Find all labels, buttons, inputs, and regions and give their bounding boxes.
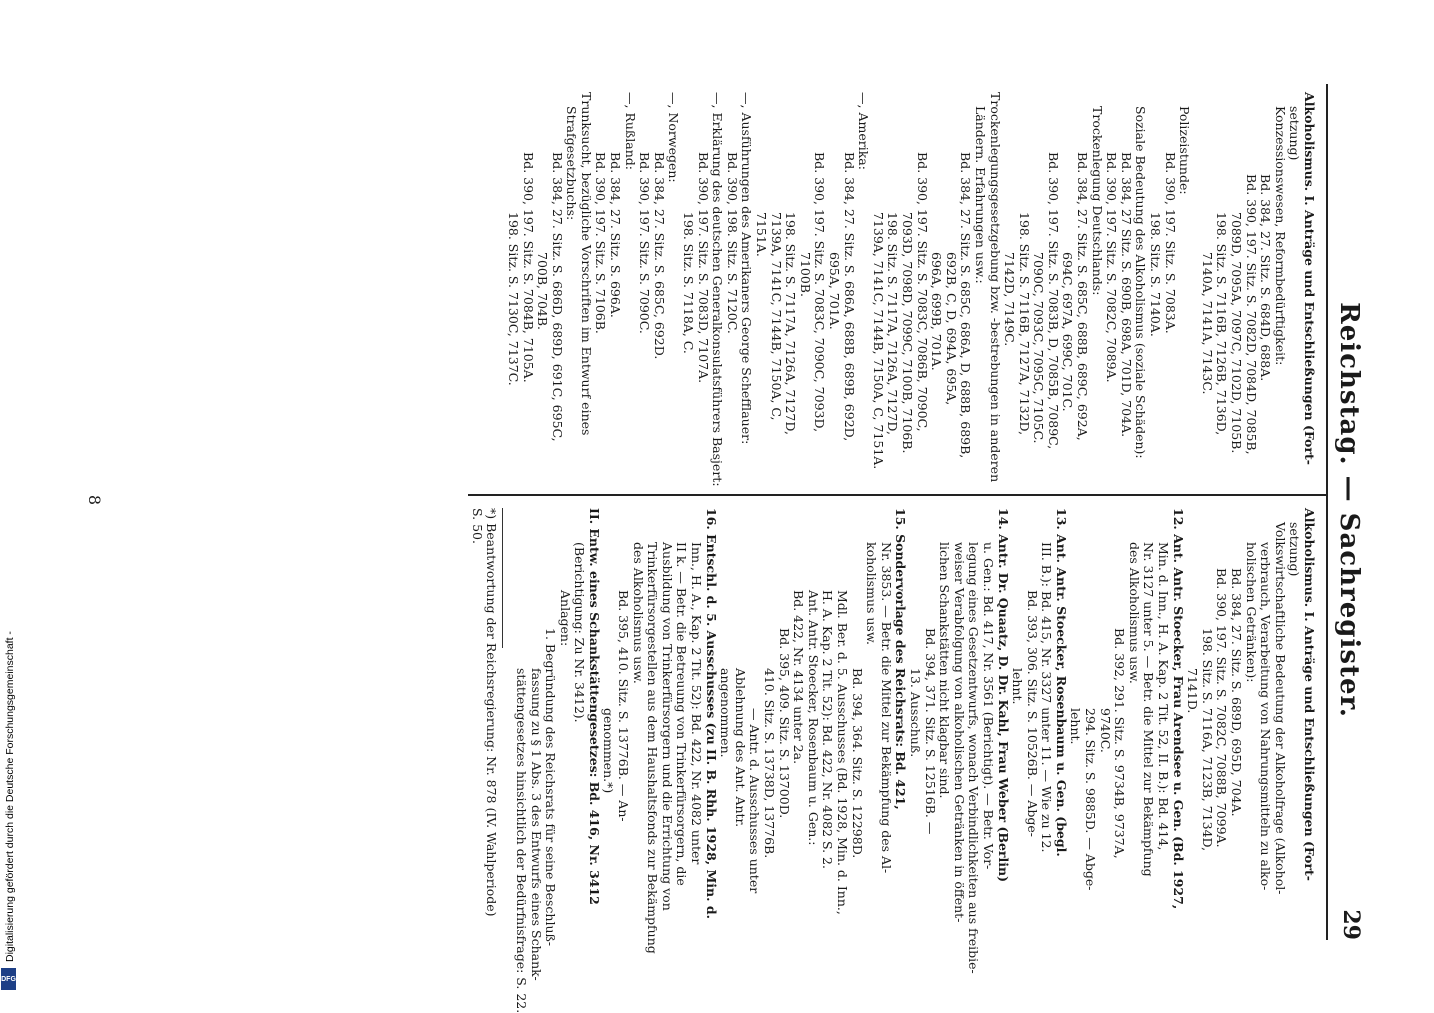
text-line: 7139A, 7141C, 7144B, 7150A, C, 7151A. [870,212,886,470]
text-line: setzung) [1287,106,1303,161]
text-line: Bd. 384, 27. Sitz. S. 696A. [608,152,624,318]
page-number: 29 [1338,909,1364,940]
text-line: Alkoholismus. I. Anträge und Entschließungen (Fort- [1302,508,1317,881]
text-line: Trinkerfürsorgestellen aus dem Haushaltsfonds zur Bekämpfung [645,542,661,954]
text-line: Trunksucht, bezügliche Vorschriften im Entwurf eines [578,92,594,436]
text-line: Bd. 390, 197. Sitz. S. 7083A. [1162,152,1178,334]
text-line: H. A. Kap. 2 Tit. 52): Bd. 422, Nr. 4082 S. 2. [820,590,836,869]
text-line: 198. Sitz. S. 7116B, 7127A, 7132D, [1016,212,1032,436]
text-line: 16. Entschl. d. 5. Ausschusses (zu II. B. Rhh. 1928, Min. d. [703,508,719,919]
text-line: verbrauch, Verarbeitung von Nahrungsmitteln zu alko- [1258,542,1274,891]
text-line: 7100B. [797,252,813,297]
text-line: 695A, 701A. [827,252,842,330]
text-line: Bd. 393, 306. Sitz. S. 10526B. — Abge- [1024,590,1040,837]
text-line: Bd. 384, 27. Sitz. S. 685C, 686A, D, 688B, 689B, [958,152,974,459]
text-line: Bd. 384, 27. Sitz. S. 686D, 689D, 691C, 695C, [549,152,565,442]
text-line: Mdl. Ber. d. 5. Ausschusses (Bd. 1928, Min. d. Inn., [835,590,850,915]
text-line: 13. Ant. Antr. Stoecker, Rosenbaum u. Gen. (begl. [1053,508,1069,857]
text-line: Bd. 390, 197. Sitz. S. 7106B. [593,152,609,334]
text-line: 7151A. [754,212,770,257]
text-line: Volkswirtschaftliche Bedeutung der Alkoholfrage (Alkohol- [1272,522,1288,895]
text-line: Bd. 422, Nr. 4134 unter 2a. [791,590,807,765]
text-line: 7089D, 7095A, 7097C, 7102D, 7105B. [1229,212,1245,454]
text-line: 198. Sitz. S. 7116B, 7126B, 7136D, [1214,212,1230,436]
text-line: III. B.): Bd. 415, Nr. 3327 unter 11. — Wie zu 12. [1039,542,1055,853]
text-line: 7142D, 7149C. [1002,252,1018,347]
text-line: 7140A, 7141A, 7143C. [1199,252,1215,395]
dfg-logo-icon: DFG [1,968,16,990]
text-line: Bd. 390, 197. Sitz. S. 7082C, 7088B, 7099A. [1214,568,1230,848]
text-line: Nr. 3853. — Betr. die Mittel zur Bekämpfung des Al- [878,542,894,874]
text-line: Strafgesetzbuchs: [564,106,580,221]
text-line: 7093D, 7098D, 7099C, 7100B, 7106B. [899,212,915,454]
text-line: Bd. 395, 410. Sitz. S. 13776B. — An- [616,590,632,822]
text-line: Bd. 390, 197. Sitz. S. 7083C, 7090C, 7093D, [812,152,828,433]
text-line: 700B, 704B. [535,252,551,331]
text-line: Bd. 384, 27. Sitz. S. 685C, 688B, 689C, 692A, [1075,152,1091,441]
text-line: II k. — Betr. die Betreuung von Trinkerfürsorgern, die [674,542,690,886]
text-line: (Berichtigung: Zu Nr. 3412). [572,542,588,723]
text-line: Bd. 390, 197. Sitz. S. 7083D, 7107A. [695,152,711,384]
text-line: 696A, 699B, 701A. [929,252,945,371]
text-line: lichen Schankstätten nicht klagbar sind. [937,542,953,799]
text-line: Konzessionswesen, Reformbedürftigkeit: [1272,106,1288,366]
right-column [469,508,1317,1013]
text-line: Bd. 394, 371. Sitz. S. 12516B. — [922,628,938,835]
text-line: 198. Sitz. S. 7118A, C. [681,212,697,354]
text-line: weiser Verabfolgung von alkoholischen Getränken in öffent- [951,542,967,923]
page-title: Reichstag. — Sachregister. [1334,302,1364,718]
text-line: —, Ausführungen des Amerikaners George Schefflauer: [739,92,755,445]
text-line: 294. Sitz. S. 9885D. — Abge- [1083,708,1099,891]
text-line: 198. Sitz. S. 7116A, 7123B, 7134D, [1199,628,1215,852]
text-line: legung eines Gesetzentwurfs, wonach Verbindlichkeiten aus freibie- [966,542,982,974]
column-divider [468,494,1328,496]
text-line: Bd. 384, 27. Sitz. S. 684D, 688A. [1258,174,1274,382]
text-line: 9740C. [1097,708,1113,753]
text-line: Bd. 384, 27. Sitz. S. 685C, 692D. [651,152,667,360]
text-line: Polizeistunde: [1177,106,1193,195]
text-line: holischen Getränken): [1243,542,1259,683]
text-line: 198. Sitz. S. 7117A, 7126A, 7127D, [783,212,799,435]
text-line: II. Entw. eines Schankstättengesetzes: Bd. 416, Nr. 3412 [586,508,602,905]
text-line: —, Norwegen: [666,92,682,183]
digitization-credit [0,0,18,992]
text-line: u. Gen.: Bd. 417, Nr. 3561 (Berichtigt). — Betr. Vor- [980,542,996,870]
text-line: setzung) [1287,522,1303,577]
text-line: 198. Sitz. S. 7140A. [1148,212,1164,337]
page-footer-number: 8 [85,494,104,506]
text-line: 1. Begründung des Reichsrats für seine Beschluß- [543,628,559,947]
text-line: Bd. 390, 197. Sitz. S. 7083B, D, 7085B, 7089C, [1045,152,1061,450]
text-line: Bd. 394, 364. Sitz. S. 12298D. [849,668,865,859]
text-line: angenommen. [718,668,734,758]
text-line: 12. Ant. Antr. Stoecker, Frau Arendsee u. Gen. (Bd. 1927, [1170,508,1186,910]
text-line: Alkoholismus. I. Anträge und Entschließungen (Fort- [1302,92,1317,465]
text-line: Trockenlegung Deutschlands: [1089,106,1105,296]
text-line: 14. Antr. Dr. Quaatz, D. Dr. Kahl, Frau Weber (Berlin) [995,508,1011,883]
text-line: Bd. 392, 291. Sitz. S. 9734B, 9737A, [1112,628,1128,859]
text-line: Ant. Antr. Stoecker, Rosenbaum u. Gen.: [805,590,821,846]
text-line: Ländern. Erfahrungen usw.: [972,106,988,284]
header-rule [1326,84,1328,940]
footnote-rule [502,508,503,648]
text-line: Ausbildung von Trinkerfürsorgern und die Errichtung von [659,542,675,911]
text-line: —, Amerika: [856,92,872,170]
footnote-continuation: S. 50. [469,508,485,544]
text-line: —, Erklärung des deutschen Generalkonsulatsführers Basjert: [710,92,726,487]
text-line: 7090C, 7093C, 7095C, 7105C. [1031,252,1047,444]
left-column [505,92,1316,486]
text-line: Inn., H. A., Kap. 2 Tit. 52): Bd. 422, Nr. 4082 unter [689,542,705,865]
text-line: lehnt. [1010,668,1026,705]
text-line: Bd. 384, 27 Sitz. S. 690B, 698A, 701D, 704A. [1118,152,1134,438]
text-line: Bd. 390, 197. Sitz. S. 7084B, 7105A. [520,152,536,383]
text-line: Nr. 3127 unter 5. — Betr. die Mittel zur Bekämpfung [1141,542,1157,877]
text-line: Min. d. Inn., H. A. Kap. 2 Tit. 52, II. B.): Bd. 414, [1156,542,1172,851]
credit-text: Digitalisierung gefördert durch die Deutsche Forschungsgemeinschaft - [4,631,16,962]
text-line [1191,92,1199,486]
text-line: des Alkoholismus usw. [1126,542,1142,684]
text-line: Anlagen: [557,590,573,647]
text-line: stättengesetzes hinsichtlich der Bedürfnisfrage: S. 22. [513,668,529,1013]
text-line: Bd. 390, 197. Sitz. S. 7082D, 7084D, 7085B, [1243,174,1259,455]
text-line: 7139A, 7141C, 7144B, 7150A, C, [768,212,784,421]
text-line: genommen.*) [601,708,617,794]
text-line: —, Rußland: [622,92,638,170]
text-line: Bd. 390, 197. Sitz. S. 7090C. [637,152,653,334]
text-line: 7141D. [1185,668,1201,714]
text-line: Bd. 384, 27. Sitz. S. 689D, 695D, 704A. [1229,568,1245,817]
text-line: — Antr. d. Ausschusses unter [747,708,763,894]
text-line: Ablehnung des Ant. Antr. [732,668,748,828]
text-line: 13. Ausschuß. [907,668,923,758]
text-line: 694C, 697A, 699C, 701C. [1060,252,1076,412]
text-line: Bd. 390, 198. Sitz. S. 7120C. [724,152,740,334]
right-column-lines [513,508,1317,1013]
text-line: Bd. 395, 409. Sitz. S. 13700D. [776,628,792,819]
text-line: Soziale Bedeutung des Alkoholismus (soziale Schäden): [1133,106,1149,459]
text-line: Bd. 390, 197. Sitz. S. 7082C, 7089A. [1104,152,1120,383]
text-line: 410. Sitz. S. 13738D, 13776B. [762,668,778,859]
text-line: Bd. 384, 27. Sitz. S. 686A, 688B, 689B, 692D, [841,152,857,442]
text-line: 692B, C, D, 694A, 695A, [943,252,959,406]
text-line: des Alkoholismus usw. [630,542,646,684]
text-line: fassung zu § 1 Abs. 3 des Entwurfs eines Schank- [528,668,544,981]
text-line: 198. Sitz. S. 7130C, 7137C. [505,212,521,386]
page-header [1324,80,1364,940]
text-line: Trockenlegungsgesetzgebung bzw. -bestrebungen in anderen [987,92,1003,483]
text-line: koholismus usw. [864,542,880,646]
text-line: 15. Sondervorlage des Reichsrats: Bd. 421, [893,508,909,810]
text-line: lehnt. [1068,708,1084,745]
text-line: 198. Sitz. S. 7117A, 7126A, 7127D, [885,212,901,435]
text-line: Bd. 390, 197. Sitz. S. 7083C, 7086B, 7090C, [914,152,930,432]
footnote: *) Beantwortung der Reichsregierung: Nr. 878 (IV. Wahlperiode) [484,508,500,917]
